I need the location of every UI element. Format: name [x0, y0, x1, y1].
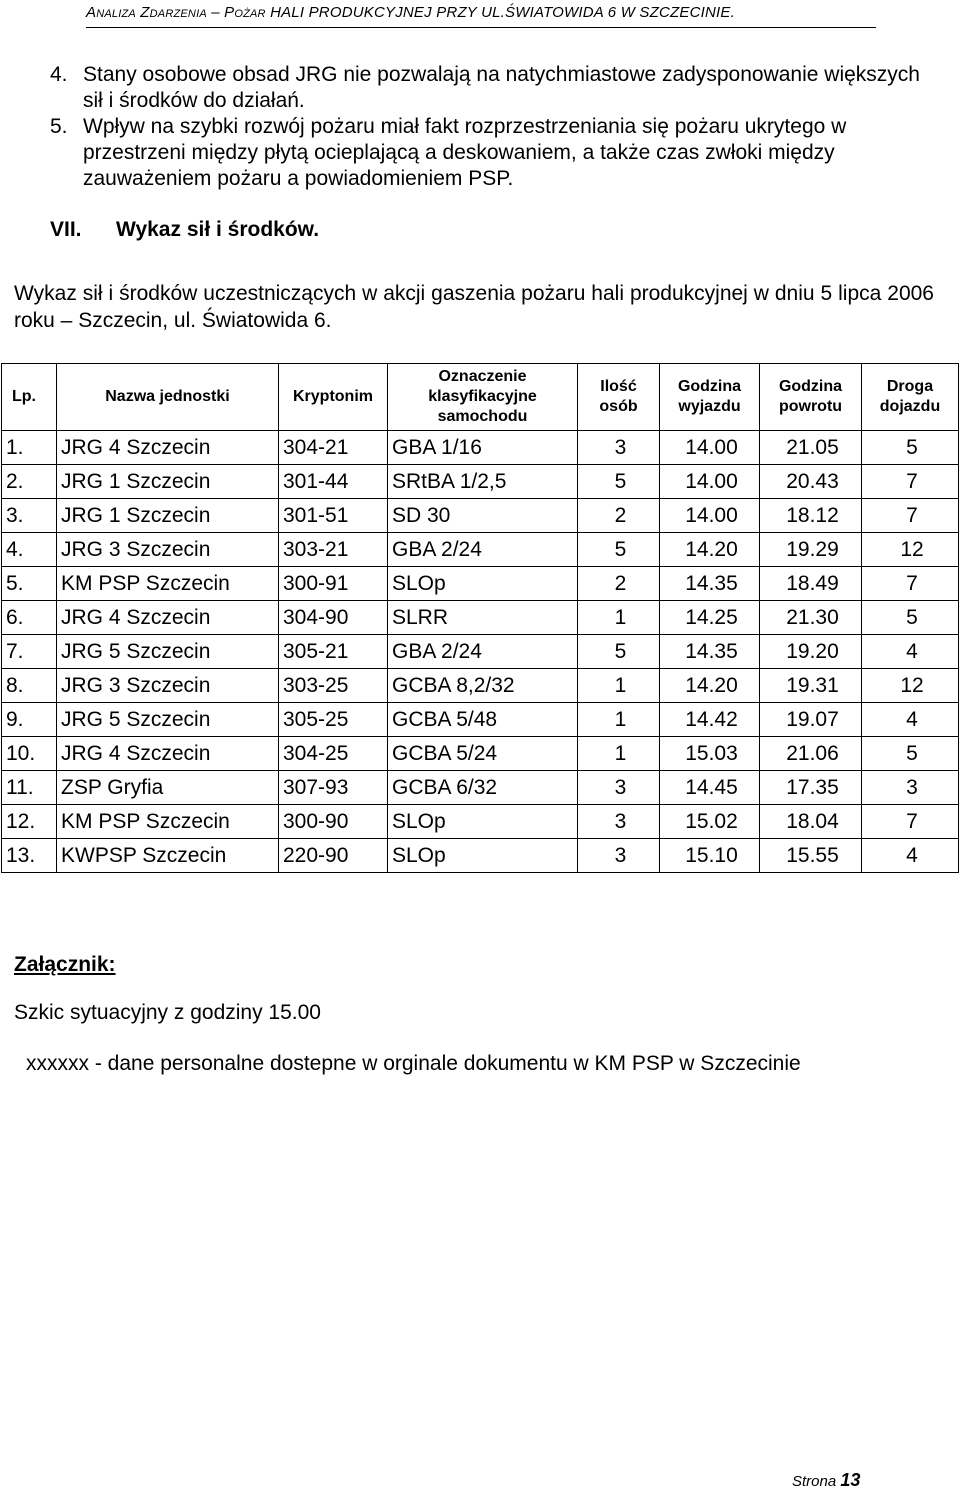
cell-lp: 1. [2, 431, 57, 465]
cell-return: 19.20 [760, 635, 862, 669]
cell-crew: 3 [578, 431, 660, 465]
cell-distance: 4 [862, 839, 959, 873]
cell-distance: 5 [862, 601, 959, 635]
table-row [2, 431, 959, 465]
cell-departure: 14.00 [660, 499, 760, 533]
cell-vehicle-class: SLOp [388, 805, 578, 839]
cell-vehicle-class: GBA 1/16 [388, 431, 578, 465]
conclusions-list [50, 62, 930, 192]
cell-lp: 10. [2, 737, 57, 771]
table-row [2, 465, 959, 499]
cell-vehicle-class: GCBA 5/48 [388, 703, 578, 737]
cell-departure: 14.35 [660, 635, 760, 669]
cell-distance: 12 [862, 669, 959, 703]
cell-unit: JRG 4 Szczecin [57, 601, 279, 635]
cell-callsign: 300-90 [279, 805, 388, 839]
cell-departure: 14.20 [660, 669, 760, 703]
list-item-text: Wpływ na szybki rozwój pożaru miał fakt rozprzestrzeniania się pożaru ukrytego w przestrzeni między płytą ocieplającą a deskowaniem, a także czas zwłoki między zauważeniem pożaru a powiadomieniem PSP. [83, 115, 847, 190]
footer-label: Strona [792, 1473, 837, 1490]
section-heading [50, 218, 319, 242]
table-row [2, 601, 959, 635]
cell-lp: 9. [2, 703, 57, 737]
cell-callsign: 220-90 [279, 839, 388, 873]
cell-crew: 2 [578, 499, 660, 533]
cell-lp: 2. [2, 465, 57, 499]
cell-vehicle-class: SD 30 [388, 499, 578, 533]
section-number: VII. [50, 218, 82, 241]
cell-callsign: 303-25 [279, 669, 388, 703]
cell-vehicle-class: GBA 2/24 [388, 533, 578, 567]
cell-vehicle-class: GCBA 8,2/32 [388, 669, 578, 703]
col-header-lp: Lp. [2, 364, 57, 431]
cell-callsign: 304-90 [279, 601, 388, 635]
cell-lp: 11. [2, 771, 57, 805]
cell-distance: 7 [862, 465, 959, 499]
cell-crew: 3 [578, 805, 660, 839]
col-header-unit: Nazwa jednostki [57, 364, 279, 431]
list-item-number: 5. [50, 115, 68, 138]
cell-distance: 3 [862, 771, 959, 805]
table-row [2, 499, 959, 533]
page-footer [792, 1470, 860, 1491]
cell-distance: 7 [862, 805, 959, 839]
col-header-vehicle-class: Oznaczenie klasyfikacyjne samochodu [388, 364, 578, 431]
cell-departure: 14.35 [660, 567, 760, 601]
cell-crew: 5 [578, 635, 660, 669]
col-header-callsign: Kryptonim [279, 364, 388, 431]
table-row [2, 567, 959, 601]
cell-crew: 3 [578, 771, 660, 805]
cell-return: 19.07 [760, 703, 862, 737]
cell-distance: 7 [862, 499, 959, 533]
cell-vehicle-class: GCBA 6/32 [388, 771, 578, 805]
cell-crew: 1 [578, 703, 660, 737]
cell-crew: 3 [578, 839, 660, 873]
cell-unit: ZSP Gryfia [57, 771, 279, 805]
cell-return: 21.05 [760, 431, 862, 465]
cell-return: 21.06 [760, 737, 862, 771]
list-item [50, 62, 930, 114]
cell-crew: 2 [578, 567, 660, 601]
col-header-return: Godzina powrotu [760, 364, 862, 431]
cell-lp: 4. [2, 533, 57, 567]
cell-callsign: 303-21 [279, 533, 388, 567]
cell-return: 17.35 [760, 771, 862, 805]
cell-callsign: 304-21 [279, 431, 388, 465]
list-item-text: Stany osobowe obsad JRG nie pozwalają na natychmiastowe zadysponowanie większych sił i środków do działań. [83, 63, 920, 112]
cell-distance: 5 [862, 431, 959, 465]
cell-unit: JRG 4 Szczecin [57, 431, 279, 465]
cell-vehicle-class: GBA 2/24 [388, 635, 578, 669]
cell-return: 18.12 [760, 499, 862, 533]
cell-departure: 14.20 [660, 533, 760, 567]
redaction-note: xxxxxx - dane personalne dostepne w orginale dokumentu w KM PSP w Szczecinie [26, 1052, 801, 1075]
cell-unit: JRG 4 Szczecin [57, 737, 279, 771]
cell-lp: 3. [2, 499, 57, 533]
cell-callsign: 300-91 [279, 567, 388, 601]
cell-distance: 4 [862, 635, 959, 669]
table-row [2, 805, 959, 839]
cell-distance: 12 [862, 533, 959, 567]
cell-vehicle-class: SRtBA 1/2,5 [388, 465, 578, 499]
cell-lp: 7. [2, 635, 57, 669]
running-header: Analiza Zdarzenia – Pożar HALI PRODUKCYJNEJ PRZY UL.ŚWIATOWIDA 6 W SZCZECINIE. [86, 4, 735, 21]
cell-distance: 5 [862, 737, 959, 771]
cell-unit: KWPSP Szczecin [57, 839, 279, 873]
cell-lp: 5. [2, 567, 57, 601]
cell-callsign: 301-51 [279, 499, 388, 533]
list-item [50, 114, 930, 192]
forces-table [1, 363, 959, 873]
cell-vehicle-class: SLOp [388, 839, 578, 873]
cell-callsign: 301-44 [279, 465, 388, 499]
table-row [2, 669, 959, 703]
cell-return: 18.49 [760, 567, 862, 601]
table-body [2, 431, 959, 873]
cell-crew: 1 [578, 669, 660, 703]
cell-unit: JRG 3 Szczecin [57, 533, 279, 567]
table-header-row [2, 364, 959, 431]
cell-callsign: 305-21 [279, 635, 388, 669]
col-header-departure: Godzina wyjazdu [660, 364, 760, 431]
table-row [2, 771, 959, 805]
table-row [2, 533, 959, 567]
cell-departure: 14.42 [660, 703, 760, 737]
cell-return: 19.31 [760, 669, 862, 703]
cell-departure: 15.03 [660, 737, 760, 771]
cell-departure: 14.45 [660, 771, 760, 805]
col-header-crew: Ilość osób [578, 364, 660, 431]
table-row [2, 635, 959, 669]
cell-crew: 1 [578, 601, 660, 635]
cell-lp: 12. [2, 805, 57, 839]
cell-unit: KM PSP Szczecin [57, 805, 279, 839]
cell-unit: JRG 1 Szczecin [57, 499, 279, 533]
cell-callsign: 304-25 [279, 737, 388, 771]
cell-return: 18.04 [760, 805, 862, 839]
cell-return: 20.43 [760, 465, 862, 499]
cell-crew: 5 [578, 465, 660, 499]
cell-departure: 15.02 [660, 805, 760, 839]
header-rule [86, 27, 876, 28]
page-number: 13 [840, 1470, 861, 1490]
table-row [2, 703, 959, 737]
table-row [2, 737, 959, 771]
cell-departure: 14.25 [660, 601, 760, 635]
cell-return: 15.55 [760, 839, 862, 873]
cell-unit: JRG 5 Szczecin [57, 635, 279, 669]
cell-return: 21.30 [760, 601, 862, 635]
table-intro-paragraph: Wykaz sił i środków uczestniczących w akcji gaszenia pożaru hali produkcyjnej w dniu 5 lipca 2006 roku – Szczecin, ul. Światowida 6. [14, 282, 934, 332]
cell-vehicle-class: SLRR [388, 601, 578, 635]
table-row [2, 839, 959, 873]
cell-lp: 13. [2, 839, 57, 873]
cell-callsign: 307-93 [279, 771, 388, 805]
cell-distance: 7 [862, 567, 959, 601]
section-title: Wykaz sił i środków. [116, 218, 320, 241]
cell-crew: 5 [578, 533, 660, 567]
cell-unit: JRG 3 Szczecin [57, 669, 279, 703]
cell-distance: 4 [862, 703, 959, 737]
cell-departure: 15.10 [660, 839, 760, 873]
cell-vehicle-class: SLOp [388, 567, 578, 601]
cell-unit: JRG 5 Szczecin [57, 703, 279, 737]
col-header-distance: Droga dojazdu [862, 364, 959, 431]
cell-departure: 14.00 [660, 465, 760, 499]
cell-crew: 1 [578, 737, 660, 771]
cell-return: 19.29 [760, 533, 862, 567]
cell-callsign: 305-25 [279, 703, 388, 737]
cell-lp: 6. [2, 601, 57, 635]
cell-vehicle-class: GCBA 5/24 [388, 737, 578, 771]
annex-label: Załącznik: [14, 953, 116, 976]
cell-unit: KM PSP Szczecin [57, 567, 279, 601]
list-item-number: 4. [50, 63, 68, 86]
cell-departure: 14.00 [660, 431, 760, 465]
annex-item: Szkic sytuacyjny z godziny 15.00 [14, 1001, 321, 1024]
cell-lp: 8. [2, 669, 57, 703]
cell-unit: JRG 1 Szczecin [57, 465, 279, 499]
